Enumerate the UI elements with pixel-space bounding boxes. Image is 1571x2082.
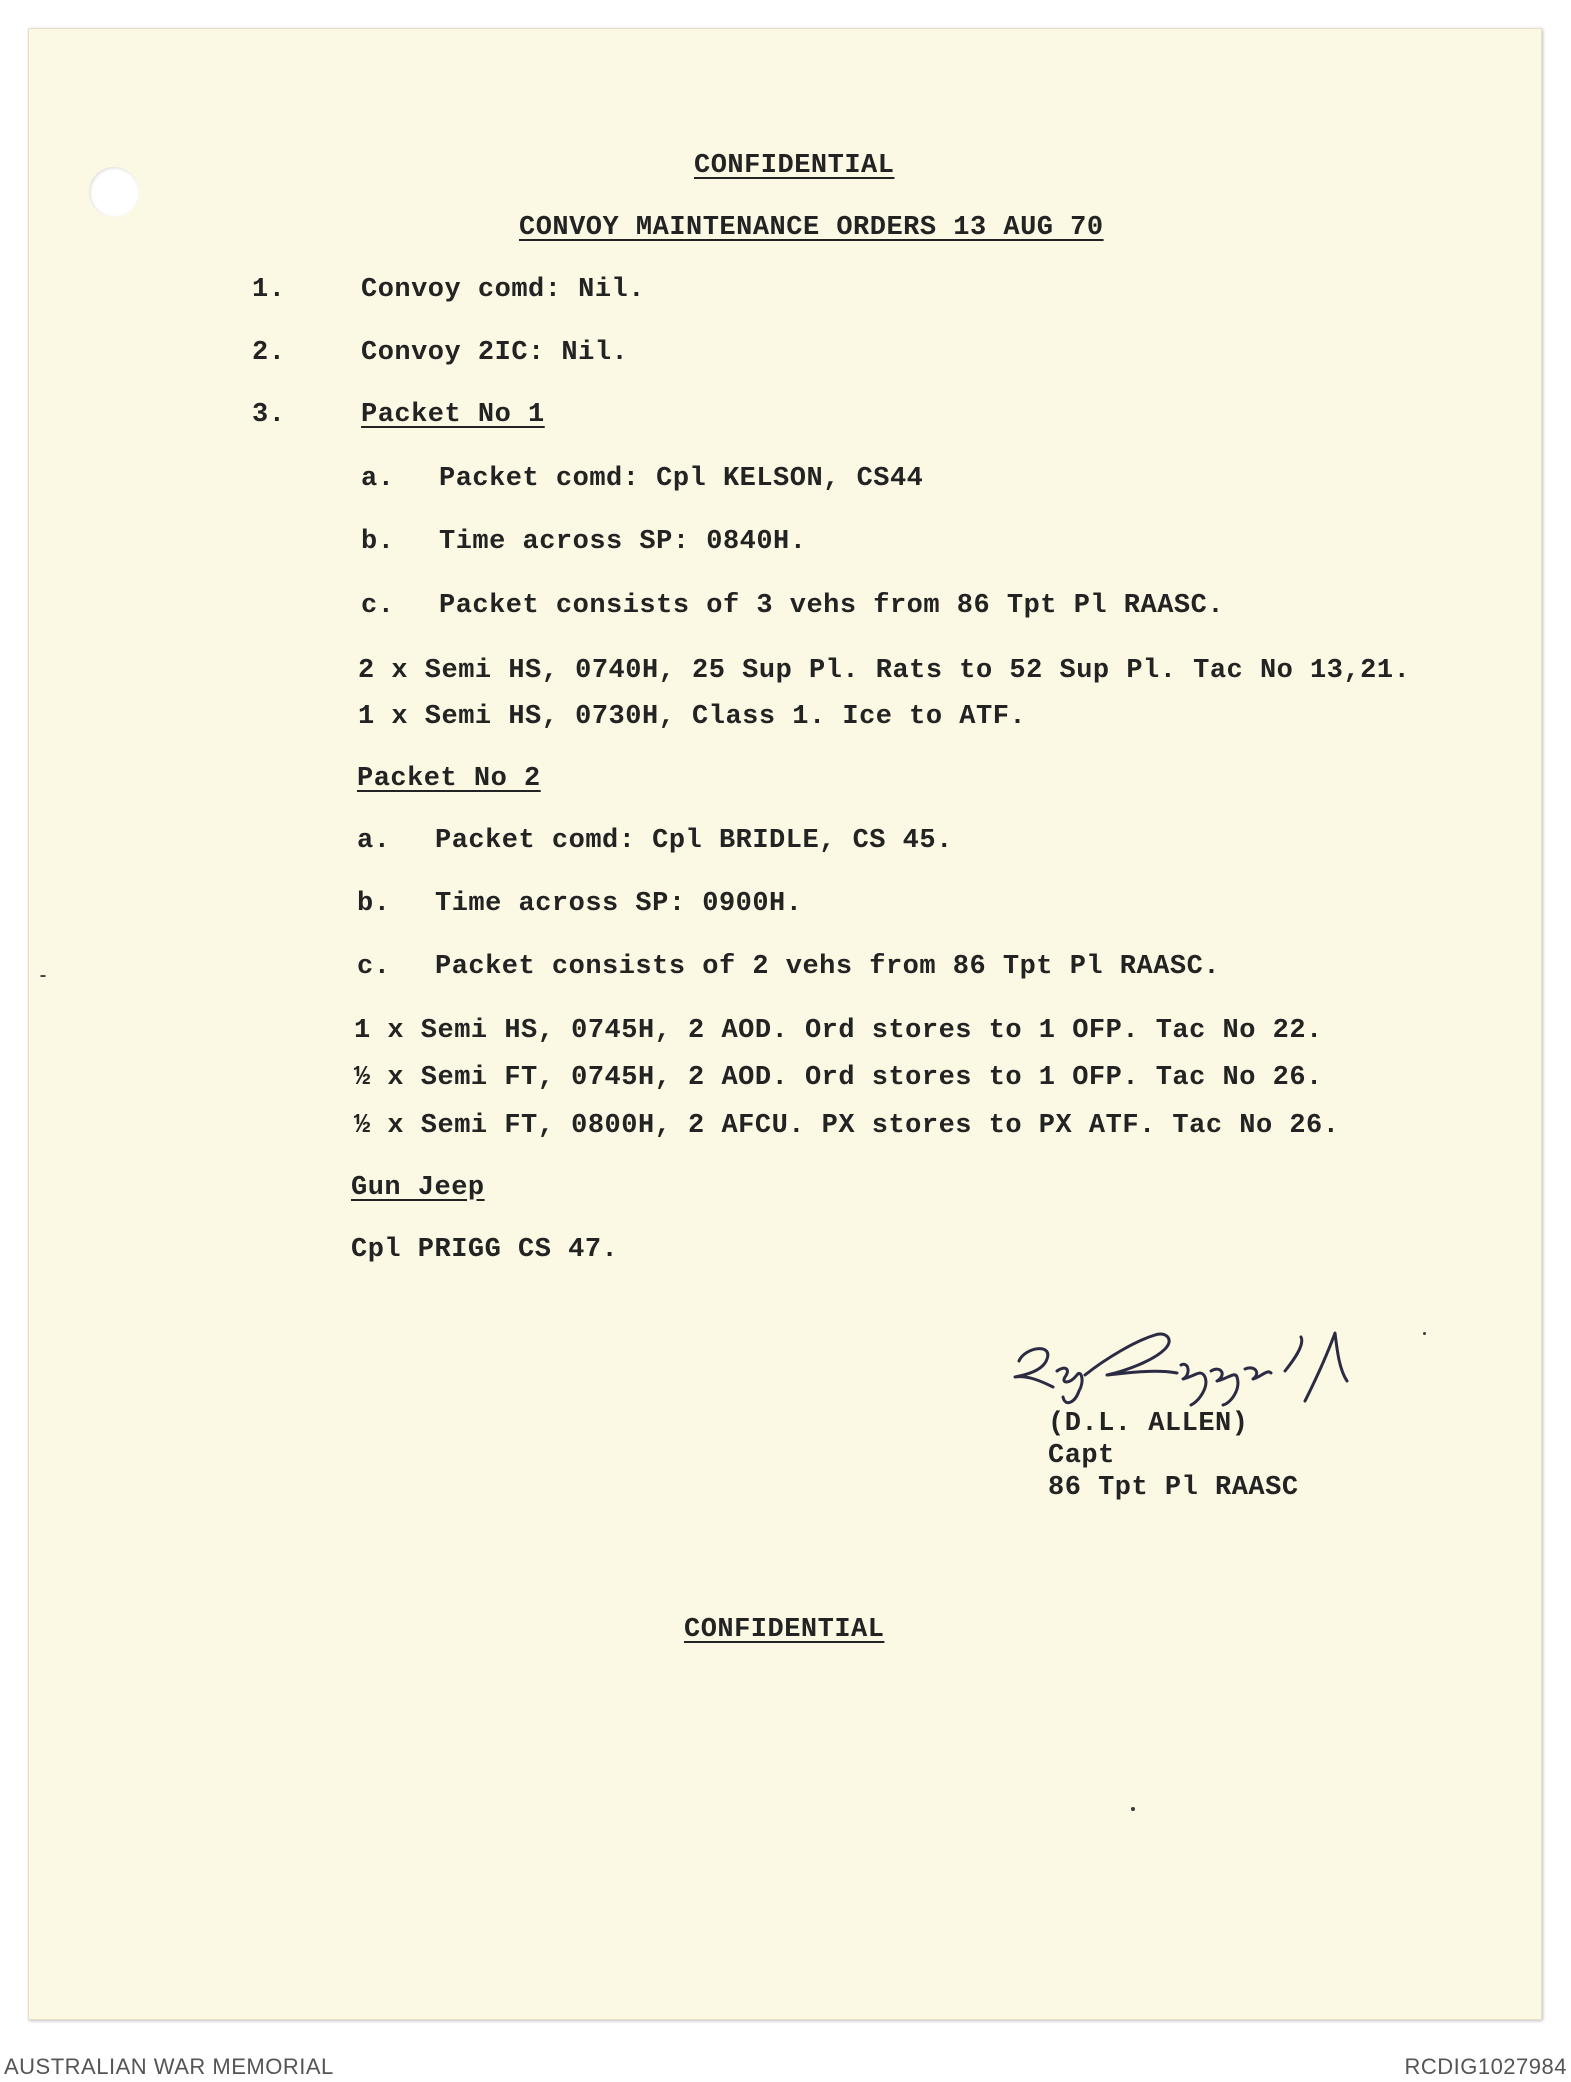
packet-1-c-letter: c.	[361, 591, 395, 621]
packet-2-c-letter: c.	[357, 952, 391, 982]
packet-1-a-letter: a.	[361, 464, 395, 494]
document-title: CONVOY MAINTENANCE ORDERS 13 AUG 70	[519, 213, 1104, 243]
signatory-name: (D.L. ALLEN)	[1048, 1409, 1249, 1439]
item-1-text: Convoy comd: Nil.	[361, 275, 645, 305]
packet-1-vehicle-line: 2 x Semi HS, 0740H, 25 Sup Pl. Rats to 52 Sup Pl. Tac No 13,21.	[358, 656, 1411, 686]
ink-speck	[1131, 1807, 1135, 1811]
packet-2-a-letter: a.	[357, 826, 391, 856]
item-2-text: Convoy 2IC: Nil.	[361, 338, 629, 368]
packet-2-vehicle-line: ½ x Semi FT, 0800H, 2 AFCU. PX stores to PX ATF. Tac No 26.	[354, 1111, 1340, 1141]
item-1-number: 1.	[252, 275, 286, 305]
archive-id: RCDIG1027984	[1404, 2054, 1567, 2079]
punch-hole	[89, 167, 139, 217]
gun-jeep-heading: Gun Jeep	[351, 1173, 485, 1203]
ink-speck	[1423, 1332, 1426, 1335]
packet-2-vehicle-line: ½ x Semi FT, 0745H, 2 AOD. Ord stores to 1 OFP. Tac No 26.	[354, 1063, 1323, 1093]
packet-1-vehicle-line: 1 x Semi HS, 0730H, Class 1. Ice to ATF.	[358, 702, 1027, 732]
packet-2-commander: Packet comd: Cpl BRIDLE, CS 45.	[435, 826, 953, 856]
classification-footer: CONFIDENTIAL	[684, 1615, 885, 1645]
packet-2-sp-time: Time across SP: 0900H.	[435, 889, 803, 919]
ink-speck	[40, 975, 46, 977]
packet-2-vehicle-line: 1 x Semi HS, 0745H, 2 AOD. Ord stores to 1 OFP. Tac No 22.	[354, 1016, 1323, 1046]
packet-2-b-letter: b.	[357, 889, 391, 919]
signatory-rank: Capt	[1048, 1441, 1115, 1471]
packet-1-sp-time: Time across SP: 0840H.	[439, 527, 807, 557]
classification-header: CONFIDENTIAL	[694, 151, 895, 181]
packet-1-heading: Packet No 1	[361, 400, 545, 430]
packet-2-composition: Packet consists of 2 vehs from 86 Tpt Pl RAASC.	[435, 952, 1221, 982]
packet-1-commander: Packet comd: Cpl KELSON, CS44	[439, 464, 924, 494]
archive-source: AUSTRALIAN WAR MEMORIAL	[4, 2054, 334, 2079]
packet-1-composition: Packet consists of 3 vehs from 86 Tpt Pl RAASC.	[439, 591, 1225, 621]
gun-jeep-commander: Cpl PRIGG CS 47.	[351, 1235, 619, 1265]
item-3-number: 3.	[252, 400, 286, 430]
packet-1-b-letter: b.	[361, 527, 395, 557]
item-2-number: 2.	[252, 338, 286, 368]
signatory-unit: 86 Tpt Pl RAASC	[1048, 1473, 1299, 1503]
packet-2-heading: Packet No 2	[357, 764, 541, 794]
